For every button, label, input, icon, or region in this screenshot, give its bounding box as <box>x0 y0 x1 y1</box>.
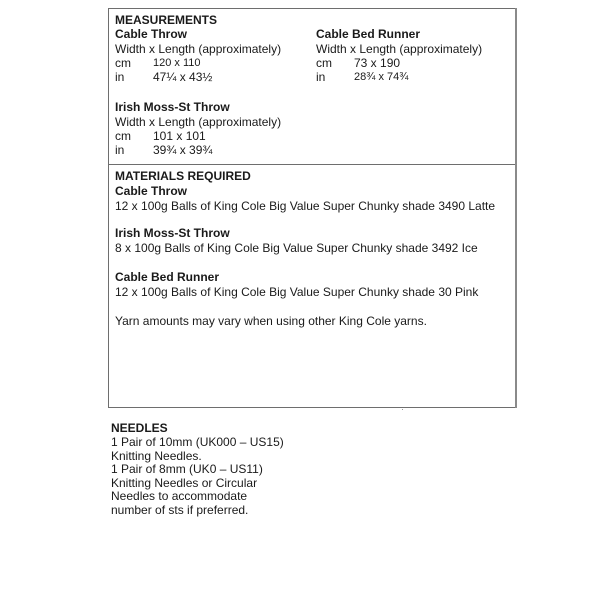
measurements-box-edge <box>515 8 517 164</box>
irish-moss-throw-in-row <box>115 143 275 157</box>
cable-bed-runner-dimension-label: Width x Length (approximately) <box>316 42 483 56</box>
materials-item-text: 12 x 100g Balls of King Cole Big Value Super Chunky shade 3490 Latte <box>115 199 496 213</box>
in-unit: in <box>115 143 125 157</box>
stray-dot <box>402 409 403 410</box>
cable-throw-dimension-label: Width x Length (approximately) <box>115 42 282 56</box>
irish-moss-throw-cm-row <box>115 129 275 143</box>
cable-bed-runner-cm-row <box>316 56 476 70</box>
cable-bed-runner-title: Cable Bed Runner <box>316 27 421 41</box>
cm-unit: cm <box>115 129 131 143</box>
needles-line: 1 Pair of 8mm (UK0 – US11) <box>111 462 263 476</box>
cable-throw-in-value: 47¼ x 43½ <box>153 70 213 84</box>
materials-item-text: 8 x 100g Balls of King Cole Big Value Super Chunky shade 3492 Ice <box>115 241 478 255</box>
needles-line: 1 Pair of 10mm (UK000 – US15) <box>111 435 284 449</box>
cable-throw-cm-row <box>115 56 275 70</box>
in-unit: in <box>316 70 326 84</box>
cm-unit: cm <box>115 56 131 70</box>
materials-heading: MATERIALS REQUIRED <box>115 169 251 183</box>
materials-item-title: Irish Moss-St Throw <box>115 226 230 240</box>
cm-unit: cm <box>316 56 332 70</box>
needles-line: Knitting Needles. <box>111 449 202 463</box>
cable-bed-runner-in-value: 28¾ x 74¾ <box>354 71 409 83</box>
irish-moss-throw-in-value: 39¾ x 39¾ <box>153 143 213 157</box>
materials-note: Yarn amounts may vary when using other King Cole yarns. <box>115 314 427 328</box>
irish-moss-throw-cm-value: 101 x 101 <box>153 129 206 143</box>
cable-throw-title: Cable Throw <box>115 27 188 41</box>
cable-bed-runner-in-row <box>316 70 476 84</box>
needles-line: Knitting Needles or Circular <box>111 476 258 490</box>
materials-item-text: 12 x 100g Balls of King Cole Big Value Super Chunky shade 30 Pink <box>115 285 479 299</box>
materials-item-title: Cable Throw <box>115 184 188 198</box>
needles-heading: NEEDLES <box>111 421 168 435</box>
cable-throw-in-row <box>115 70 275 84</box>
cable-bed-runner-cm-value: 73 x 190 <box>354 56 401 70</box>
in-unit: in <box>115 70 125 84</box>
materials-item-title: Cable Bed Runner <box>115 270 220 284</box>
materials-box-edge <box>515 164 517 408</box>
irish-moss-throw-title: Irish Moss-St Throw <box>115 100 230 114</box>
needles-line: Needles to accommodate <box>111 489 248 503</box>
cable-throw-cm-value: 120 x 110 <box>153 57 201 69</box>
irish-moss-throw-dimension-label: Width x Length (approximately) <box>115 115 282 129</box>
measurements-heading: MEASUREMENTS <box>115 13 218 27</box>
needles-line: number of sts if preferred. <box>111 503 249 517</box>
